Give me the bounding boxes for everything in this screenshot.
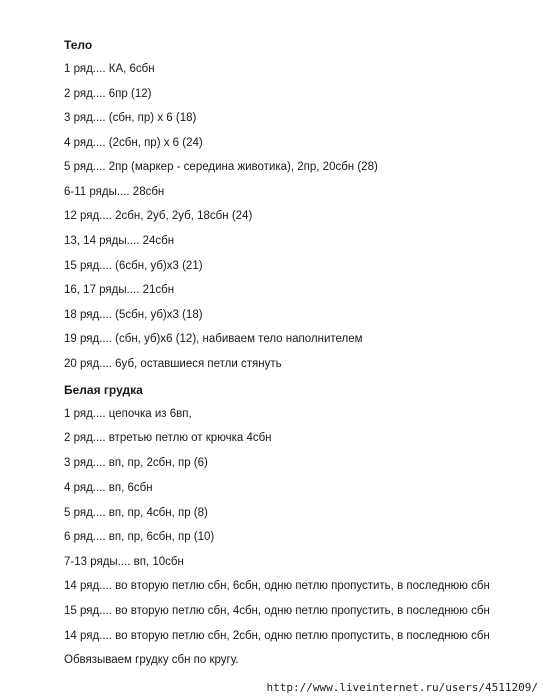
chest-row-7: 7-13 ряды.... вп, 10сбн bbox=[64, 556, 184, 568]
chest-row-6: 6 ряд.... вп, пр, 6сбн, пр (10) bbox=[64, 531, 215, 543]
body-row-4: 4 ряд.... (2сбн, пр) х 6 (24) bbox=[64, 137, 203, 149]
body-row-3: 3 ряд.... (сбн, пр) х 6 (18) bbox=[64, 112, 197, 124]
body-row-13: 20 ряд.... 6уб, оставшиеся петли стянуть bbox=[64, 358, 282, 370]
chest-row-3: 3 ряд.... вп, пр, 2сбн, пр (6) bbox=[64, 457, 208, 469]
chest-row-8: 14 ряд.... во вторую петлю сбн, 6сбн, одню петлю пропустить, в последнюю сбн bbox=[64, 580, 490, 592]
chest-row-9: 15 ряд.... во вторую петлю сбн, 4сбн, одню петлю пропустить, в последнюю сбн bbox=[64, 605, 490, 617]
chest-row-4: 4 ряд.... вп, 6сбн bbox=[64, 482, 153, 494]
chest-row-11: Обвязываем грудку сбн по кругу. bbox=[64, 654, 239, 666]
chest-row-5: 5 ряд.... вп, пр, 4сбн, пр (8) bbox=[64, 507, 208, 519]
body-row-7: 12 ряд.... 2сбн, 2уб, 2уб, 18сбн (24) bbox=[64, 210, 253, 222]
section-title-body: Тело bbox=[64, 38, 93, 52]
chest-row-10: 14 ряд.... во вторую петлю сбн, 2сбн, одню петлю пропустить, в последнюю сбн bbox=[64, 630, 490, 642]
source-url-watermark: http://www.liveinternet.ru/users/4511209/ bbox=[266, 681, 538, 694]
body-row-9: 15 ряд.... (6сбн, уб)х3 (21) bbox=[64, 260, 203, 272]
body-row-8: 13, 14 ряды.... 24сбн bbox=[64, 235, 175, 247]
body-row-10: 16, 17 ряды.... 21сбн bbox=[64, 284, 175, 296]
chest-row-1: 1 ряд.... цепочка из 6вп, bbox=[64, 408, 192, 420]
chest-row-2: 2 ряд.... втретью петлю от крючка 4сбн bbox=[64, 432, 272, 444]
body-row-12: 19 ряд.... (сбн, уб)х6 (12), набиваем тело наполнителем bbox=[64, 333, 363, 345]
body-row-2: 2 ряд.... 6пр (12) bbox=[64, 88, 152, 100]
body-row-1: 1 ряд.... КА, 6сбн bbox=[64, 63, 155, 75]
body-row-6: 6-11 ряды.... 28сбн bbox=[64, 186, 165, 198]
body-row-11: 18 ряд.... (5сбн, уб)х3 (18) bbox=[64, 309, 203, 321]
body-row-5: 5 ряд.... 2пр (маркер - середина животика), 2пр, 20сбн (28) bbox=[64, 161, 378, 173]
section-title-chest: Белая грудка bbox=[64, 383, 143, 397]
